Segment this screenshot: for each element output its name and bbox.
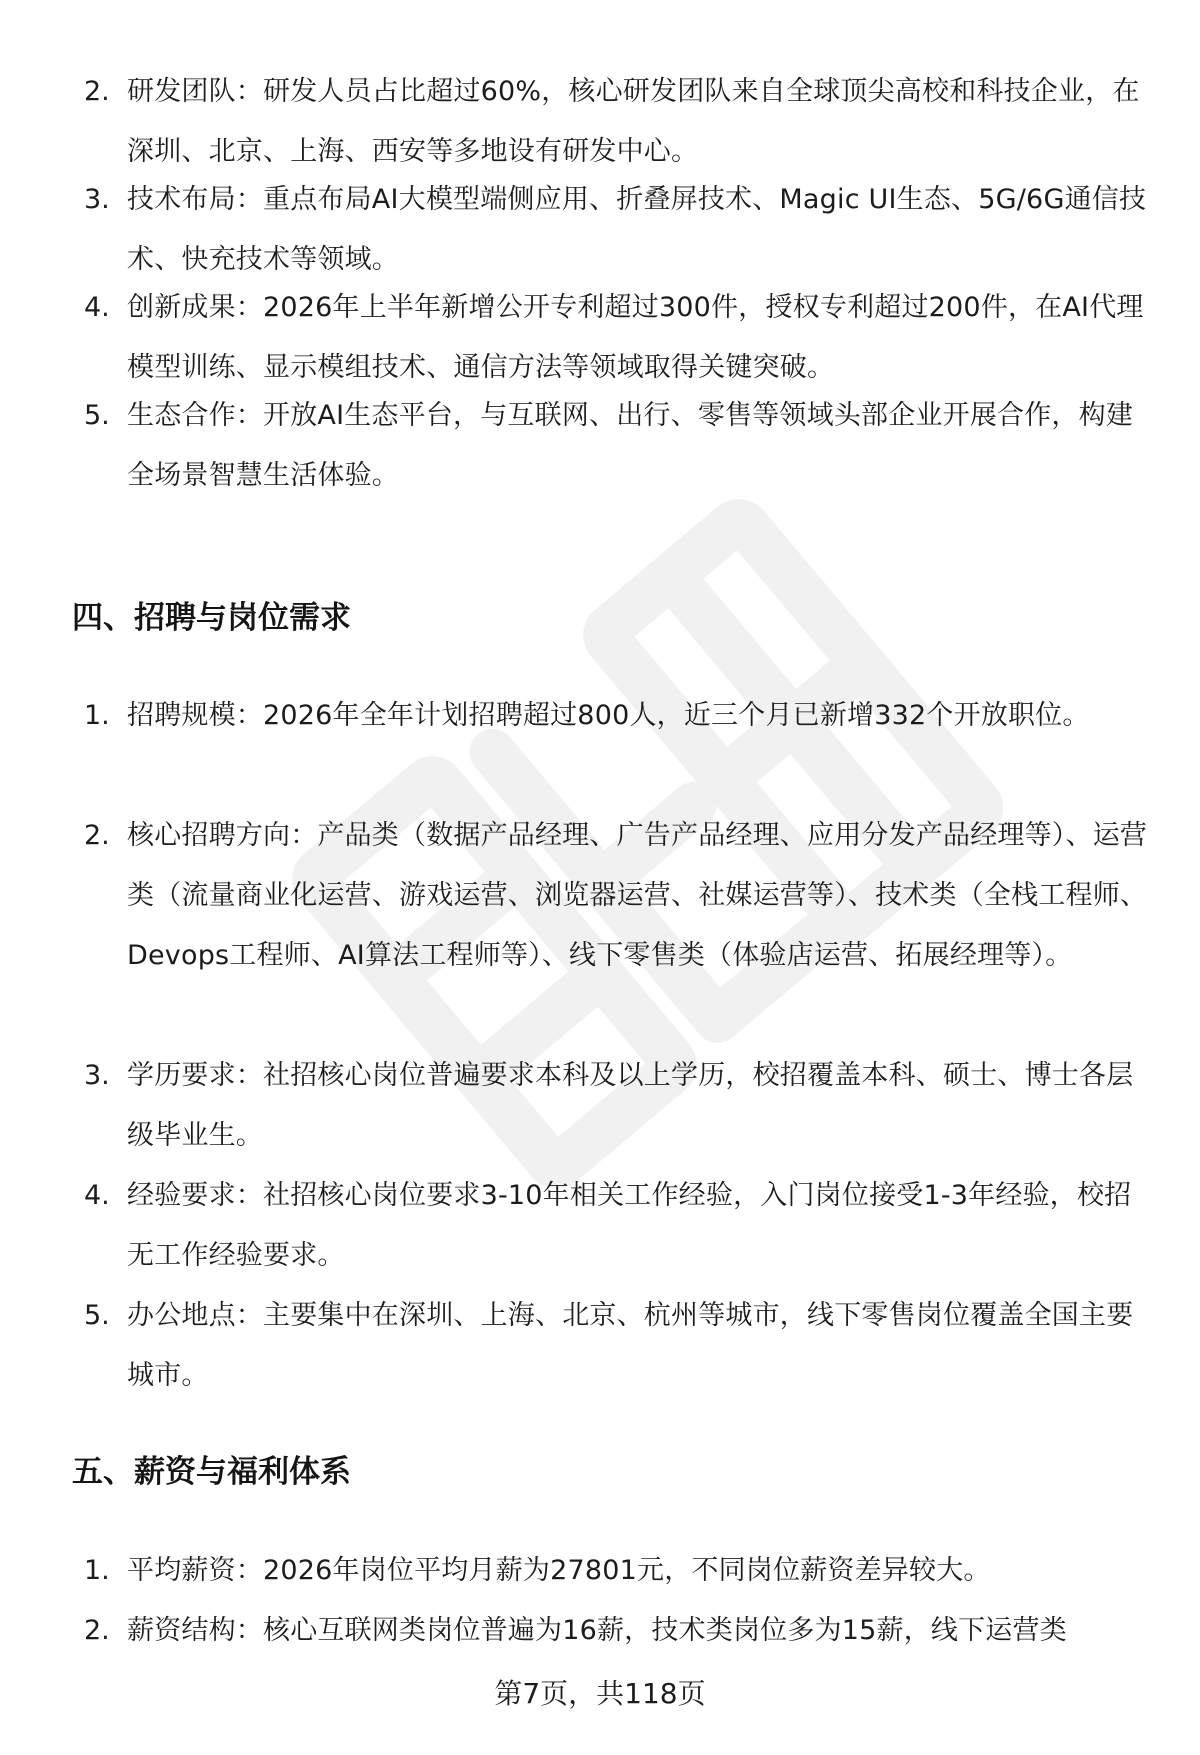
list-number: 2.: [84, 76, 110, 107]
list-item: [0, 278, 1200, 386]
section4-heading: 四、招聘与岗位需求: [72, 600, 351, 636]
list-number: 1.: [84, 700, 110, 731]
list-item: [0, 1046, 1200, 1166]
list-item: [0, 170, 1200, 278]
list-text: 招聘规模：2026年全年计划招聘超过800人，近三个月已新增332个开放职位。: [127, 700, 1090, 731]
list-text: 研发团队：研发人员占比超过60%，核心研发团队来自全球顶尖高校和科技企业，在深圳、北京、上海、西安等多地设有研发中心。: [127, 76, 1140, 167]
list-number: 2.: [84, 820, 110, 851]
list-text: 生态合作：开放AI生态平台，与互联网、出行、零售等领域头部企业开展合作，构建全场景智慧生活体验。: [127, 400, 1134, 491]
list-number: 1.: [84, 1555, 110, 1586]
section5-heading: 五、薪资与福利体系: [72, 1454, 351, 1490]
list-text: 薪资结构：核心互联网类岗位普遍为16薪，技术类岗位多为15薪，线下运营类: [127, 1615, 1067, 1646]
list-text: 平均薪资：2026年岗位平均月薪为27801元，不同岗位薪资差异较大。: [127, 1555, 991, 1586]
list-item: [0, 1286, 1200, 1406]
section3-list: [0, 62, 1200, 494]
list-number: 5.: [84, 1300, 110, 1331]
list-text: 创新成果：2026年上半年新增公开专利超过300件，授权专利超过200件，在AI代理模型训练、显示模组技术、通信方法等领域取得关键突破。: [127, 292, 1144, 383]
list-item: [0, 1166, 1200, 1286]
list-item: [0, 1541, 1200, 1601]
list-text: 学历要求：社招核心岗位普遍要求本科及以上学历，校招覆盖本科、硕士、博士各层级毕业生。: [127, 1060, 1134, 1151]
list-item: [0, 1601, 1200, 1661]
section4-list: [0, 686, 1200, 1406]
list-item: [0, 806, 1200, 1046]
list-number: 3.: [84, 184, 110, 215]
list-text: 核心招聘方向：产品类（数据产品经理、广告产品经理、应用分发产品经理等）、运营类（流量商业化运营、游戏运营、浏览器运营、社媒运营等）、技术类（全栈工程师、Devops工程师、AI算法工程师等）、线下零售类（体验店运营、拓展经理等）。: [127, 820, 1148, 971]
list-text: 经验要求：社招核心岗位要求3-10年相关工作经验，入门岗位接受1-3年经验，校招无工作经验要求。: [127, 1180, 1132, 1271]
list-number: 2.: [84, 1615, 110, 1646]
list-text: 技术布局：重点布局AI大模型端侧应用、折叠屏技术、Magic UI生态、5G/6G通信技术、快充技术等领域。: [127, 184, 1147, 275]
list-number: 3.: [84, 1060, 110, 1091]
list-text: 办公地点：主要集中在深圳、上海、北京、杭州等城市，线下零售岗位覆盖全国主要城市。: [127, 1300, 1134, 1391]
list-number: 4.: [84, 1180, 110, 1211]
list-item: [0, 386, 1200, 494]
list-item: [0, 686, 1200, 806]
list-number: 5.: [84, 400, 110, 431]
list-item: [0, 62, 1200, 170]
page-footer: 第7页，共118页: [494, 1677, 706, 1710]
list-number: 4.: [84, 292, 110, 323]
section5-list: [0, 1541, 1200, 1661]
